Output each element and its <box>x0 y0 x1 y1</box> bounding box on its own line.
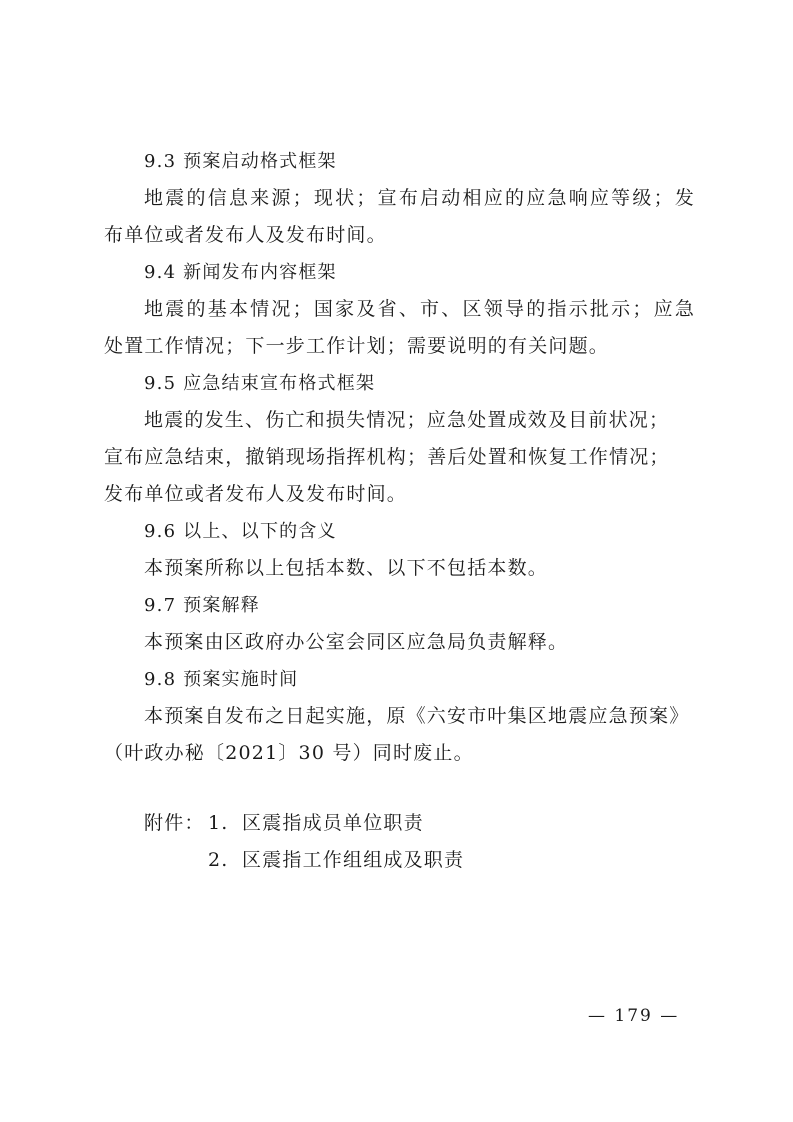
section-heading-9-5: 9.5 应急结束宣布格式框架 <box>144 373 376 394</box>
paragraph-line: 地 震 的 基 本 情 况 ； 国 家 及 省 、 市 、 区 领 导 的 指 示 批 示 ； 应 急 <box>144 298 694 320</box>
paragraph-line: 处置工作情况；下一步工作计划；需要说明的有关问题。 <box>104 335 610 357</box>
attachment-number: 2. <box>208 849 229 871</box>
paragraph-line: （叶政办秘〔2021〕30 号）同时废止。 <box>104 742 474 764</box>
paragraph-line: 地震的发生、伤亡和损失情况；应急处置成效及目前状况； <box>144 409 670 431</box>
paragraph-line: 布单位或者发布人及发布时间。 <box>104 224 387 246</box>
paragraph-line: 发布单位或者发布人及发布时间。 <box>104 483 408 505</box>
attachment-item-2 <box>104 842 694 879</box>
spacer <box>104 772 694 805</box>
section-heading-9-6: 9.6 以上、以下的含义 <box>144 521 337 542</box>
attachment-title: 区震指工作组组成及职责 <box>242 849 465 871</box>
paragraph-line: 地 震 的 信 息 来 源 ； 现 状 ； 宣 布 启 动 相 应 的 应 急 响 应 等 级 ； 发 <box>144 187 694 209</box>
attachment-title: 区震指成员单位职责 <box>242 812 424 834</box>
paragraph-line: 宣布应急结束，撤销现场指挥机构；善后处置和恢复工作情况； <box>104 446 670 468</box>
section-heading-9-7: 9.7 预案解释 <box>144 595 260 616</box>
page-number: — 179 — <box>588 1006 680 1026</box>
document-body <box>104 143 694 879</box>
paragraph-line: 本预案由区政府办公室会同区应急局负责解释。 <box>144 631 569 653</box>
paragraph-line: 本预案所称以上包括本数、以下不包括本数。 <box>144 557 549 579</box>
paragraph-line: 本预案自发布之日起实施，原《六安市叶集区地震应急预案》 <box>144 705 690 727</box>
section-heading-9-3: 9.3 预案启动格式框架 <box>144 151 337 172</box>
attachment-item-1 <box>104 805 694 842</box>
section-heading-9-8: 9.8 预案实施时间 <box>144 669 299 690</box>
attachment-label: 附件： <box>144 812 205 834</box>
attachment-number: 1. <box>208 812 229 834</box>
section-heading-9-4: 9.4 新闻发布内容框架 <box>144 262 337 283</box>
